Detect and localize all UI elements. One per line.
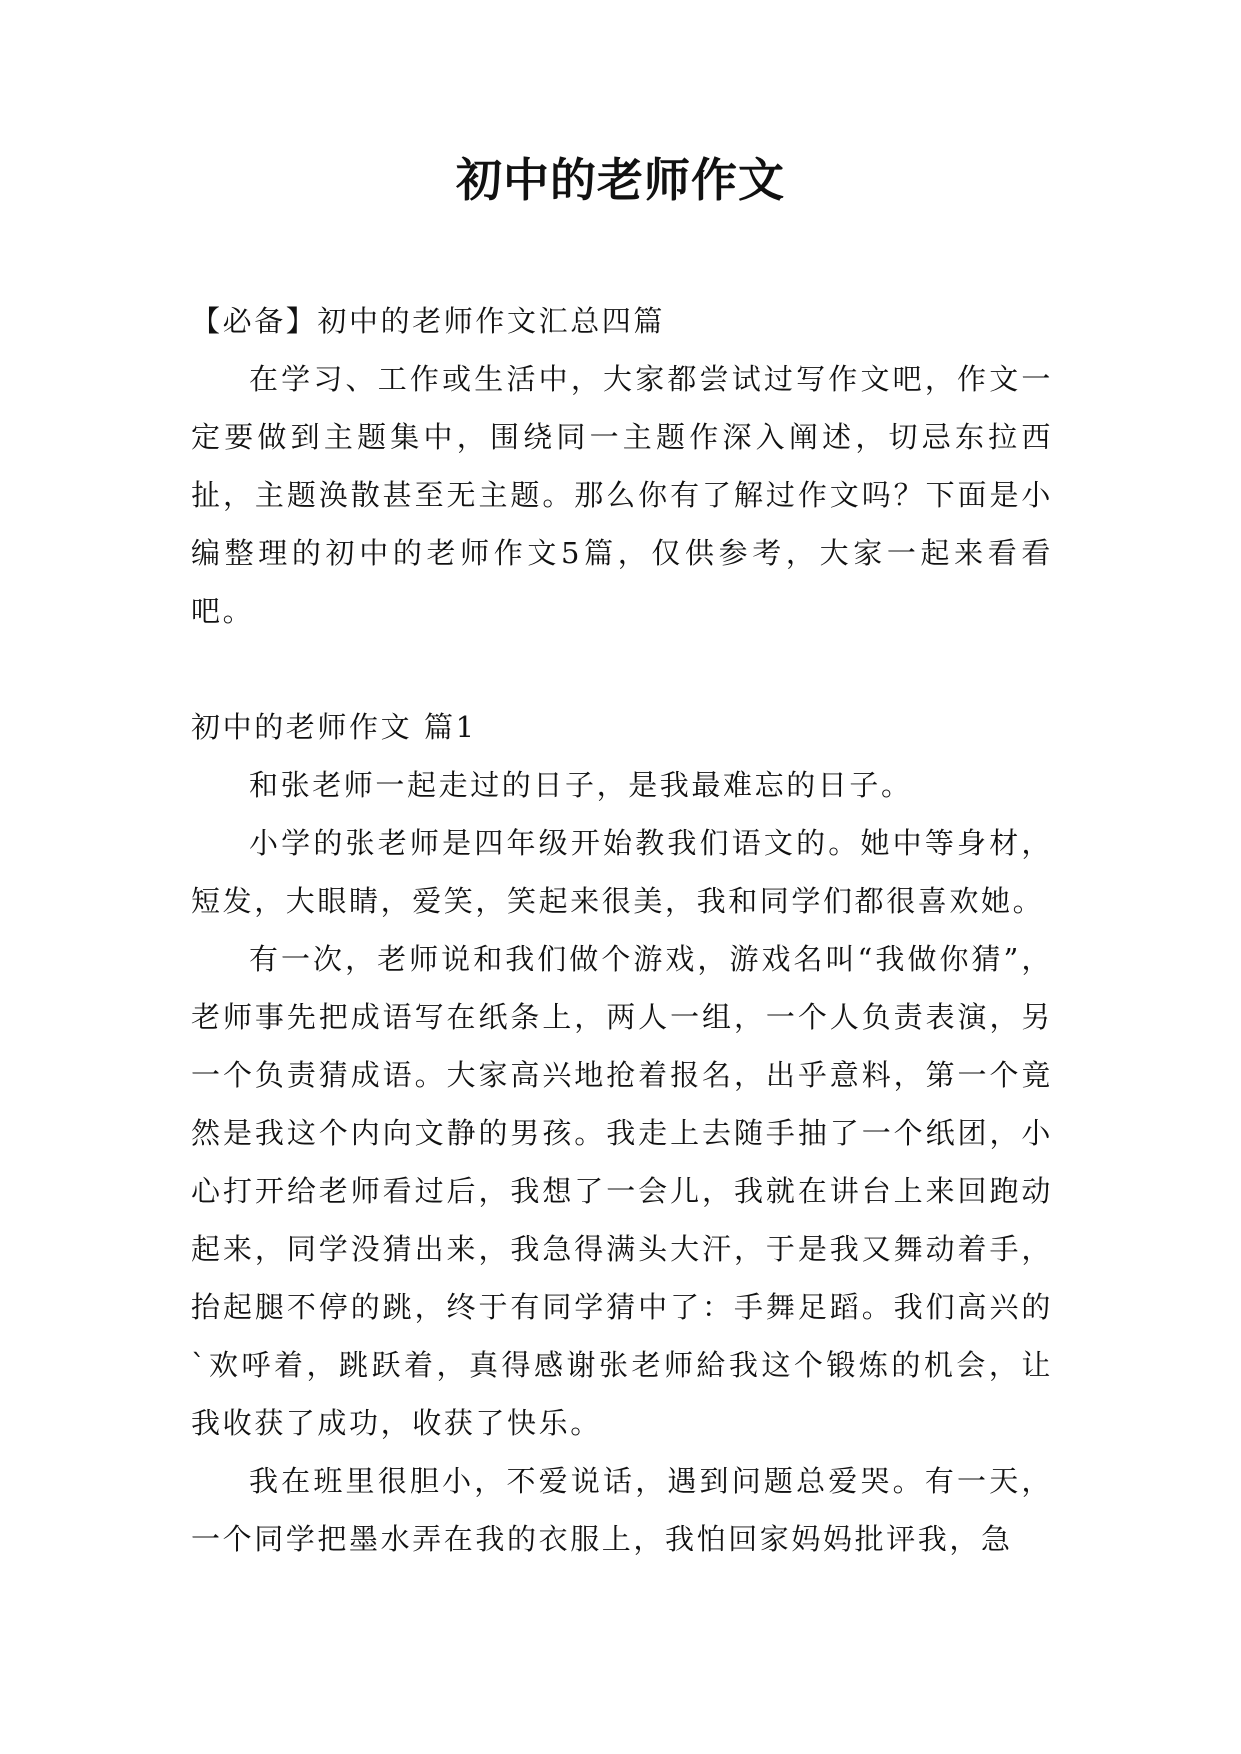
document-body	[191, 292, 1053, 1568]
intro-paragraph: 在学习、工作或生活中，大家都尝试过写作文吧，作文一定要做到主题集中，围绕同一主题作深入阐述，切忌东拉西扯，主题涣散甚至无主题。那么你有了解过作文吗？下面是小编整理的初中的老师作文5篇，仅供参考，大家一起来看看吧。	[191, 362, 1053, 628]
document-subtitle: 【必备】初中的老师作文汇总四篇	[191, 304, 666, 338]
body-paragraph-2: 小学的张老师是四年级开始教我们语文的。她中等身材，短发，大眼睛，爱笑，笑起来很美，我和同学们都很喜欢她。	[191, 826, 1053, 918]
section-gap	[191, 640, 1053, 698]
body-paragraph-1: 和张老师一起走过的日子，是我最难忘的日子。	[249, 768, 913, 802]
section-heading: 初中的老师作文 篇1	[191, 710, 477, 744]
document-title: 初中的老师作文	[456, 153, 785, 207]
body-paragraph-4: 我在班里很胆小，不爱说话，遇到问题总爱哭。有一天，一个同学把墨水弄在我的衣服上，我怕回家妈妈批评我，急	[191, 1464, 1053, 1556]
body-paragraph-3: 有一次，老师说和我们做个游戏，游戏名叫“我做你猜”，老师事先把成语写在纸条上，两人一组，一个人负责表演，另一个负责猜成语。大家高兴地抢着报名，出乎意料，第一个竟然是我这个内向文静的男孩。我走上去随手抽了一个纸团，小心打开给老师看过后，我想了一会儿，我就在讲台上来回跑动起来，同学没猜出来，我急得满头大汗，于是我又舞动着手，抬起腿不停的跳，终于有同学猜中了：手舞足蹈。我们高兴的`欢呼着，跳跃着，真得感谢张老师給我这个锻炼的机会，让我收获了成功，收获了快乐。	[191, 942, 1053, 1440]
